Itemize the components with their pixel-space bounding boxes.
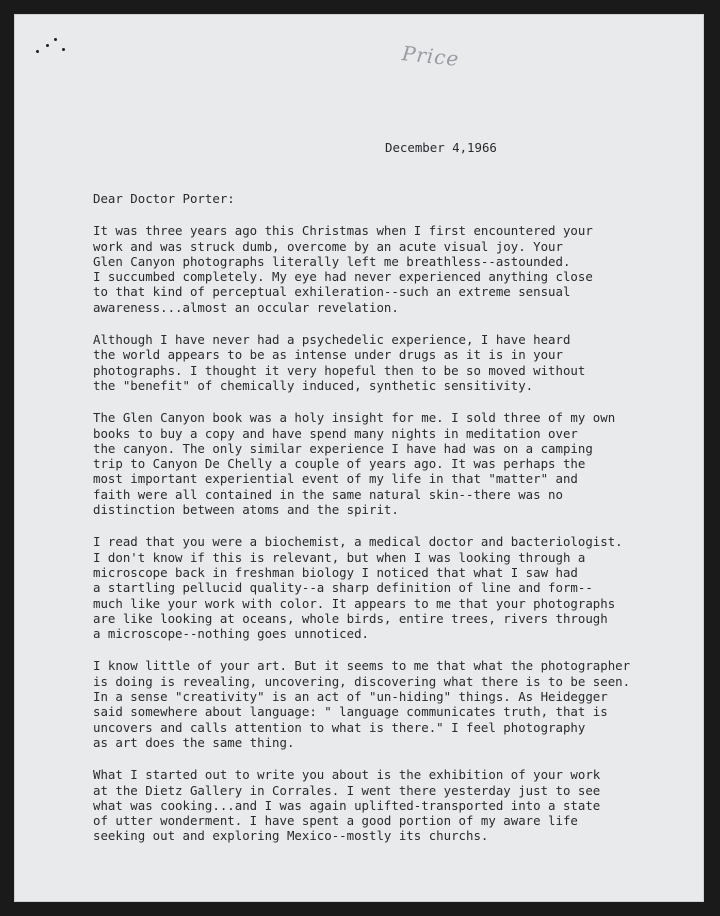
paragraph-2: Although I have never had a psychedelic experience, I have heard the world appears to be as intense under drugs as it is in your photographs. I thought it very hopeful then to be so moved without the "benefit" of chemically induced, synthetic sensitivity. [93,332,586,393]
paragraph-5: I know little of your art. But it seems to me that what the photographer is doing is revealing, uncovering, discovering what there is to be seen. In a sense "creativity" is an act of "un-hiding" things. As Heidegger said somewhere about language: " language communicates truth, that is uncovers and calls attention to what is there." I feel photography as art does the same thing. [93,658,631,750]
handwritten-annotation: Price [400,41,461,71]
paragraph-4: I read that you were a biochemist, a medical doctor and bacteriologist. I don't know if this is relevant, but when I was looking through a microscope back in freshman biology I noticed that what I saw had a startling pellucid quality--a sharp definition of line and form-- much like your work with color. It appears to me that your photographs are like looking at oceans, whole birds, entire trees, rivers through a microscope--nothing goes unnoticed. [93,534,623,642]
paragraph-1: It was three years ago this Christmas when I first encountered your work and was struck dumb, overcome by an acute visual joy. Your Glen Canyon photographs literally left me breathless--astounded. I succumbed completely. My eye had never experienced anything close to that kind of perceptual exhileration--such an extreme sensual awareness...almost an occular revelation. [93,223,593,315]
salutation: Dear Doctor Porter: [93,191,235,206]
paragraph-3: The Glen Canyon book was a holy insight for me. I sold three of my own books to buy a copy and have spend many nights in meditation over the canyon. The only similar experience I have had was on a camping trip to Canyon De Chelly a couple of years ago. It was perhaps the most important experiential event of my life in that "matter" and faith were all contained in the same natural skin--there was no distinction between atoms and the spirit. [93,410,616,518]
paragraph-6: What I started out to write you about is the exhibition of your work at the Dietz Gallery in Corrales. I went there yesterday just to see what was cooking...and I was again uplifted-transported into a state of utter wonderment. I have spent a good portion of my aware life seeking out and exploring Mexico--mostly its churchs. [93,767,601,844]
letter-body [93,191,693,861]
letter-date: December 4,1966 [385,140,497,155]
punch-marks [32,38,72,78]
